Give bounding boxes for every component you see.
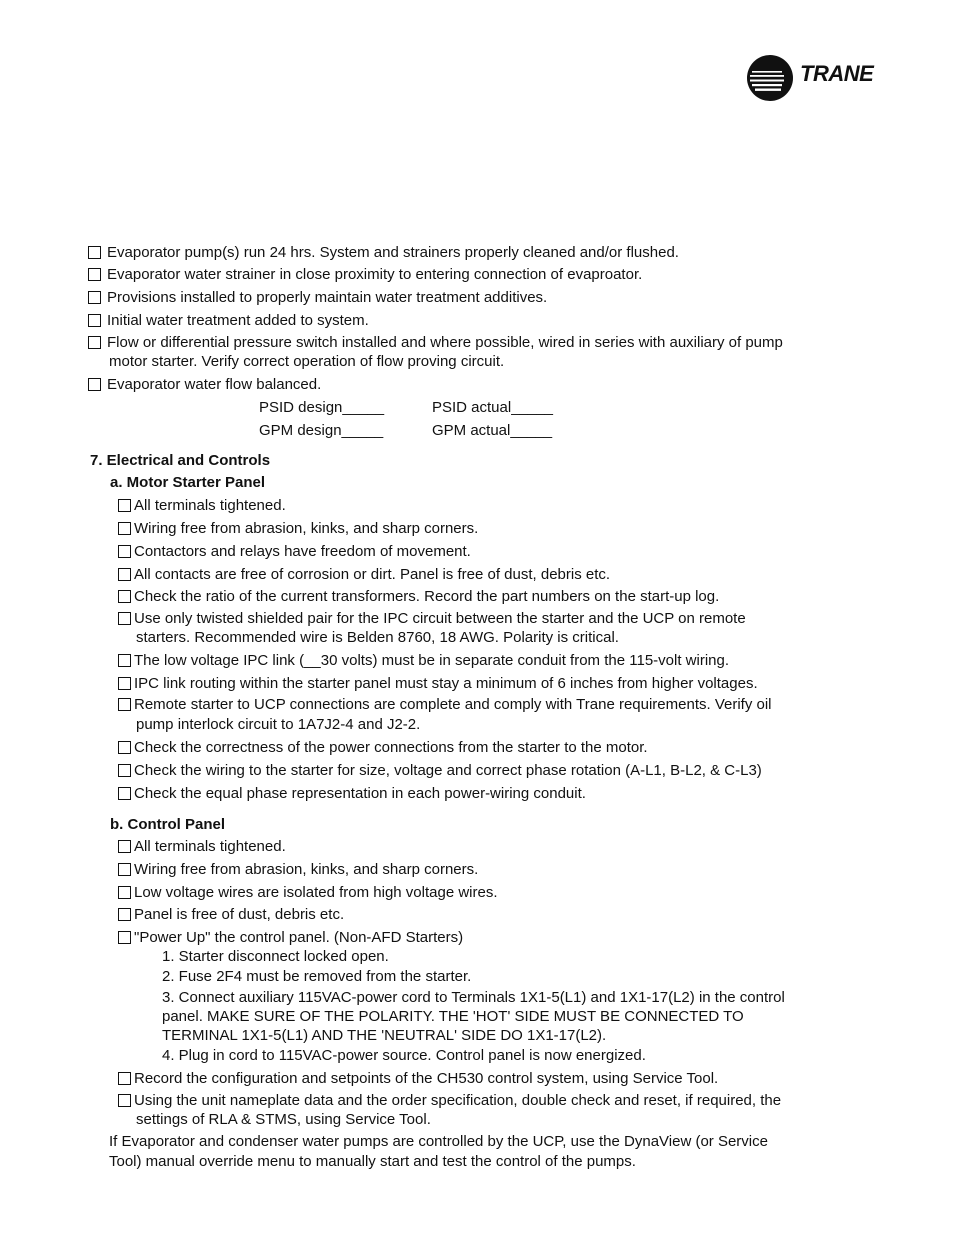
item-label: Initial water treatment added to system. bbox=[107, 312, 369, 329]
list-item bbox=[88, 288, 547, 307]
item-label: Check the equal phase representation in each power-wiring conduit. bbox=[134, 785, 586, 802]
checkbox[interactable] bbox=[118, 568, 131, 581]
item-label: Evaporator water flow balanced. bbox=[107, 376, 322, 393]
checkbox[interactable] bbox=[118, 931, 131, 944]
list-item bbox=[118, 519, 478, 538]
checkbox[interactable] bbox=[118, 886, 131, 899]
checkbox[interactable] bbox=[118, 1072, 131, 1085]
list-item bbox=[118, 860, 478, 879]
item-label: Provisions installed to properly maintain water treatment additives. bbox=[107, 289, 548, 306]
checkbox[interactable] bbox=[118, 522, 131, 535]
checkbox[interactable] bbox=[118, 545, 131, 558]
item-label: Record the configuration and setpoints of the CH530 control system, using Service Tool. bbox=[134, 1070, 719, 1087]
note-text: Tool) manual override menu to manually start and test the control of the pumps. bbox=[109, 1153, 636, 1170]
psid-design-field[interactable]: PSID design_____ bbox=[259, 399, 385, 416]
item-label: Flow or differential pressure switch installed and where possible, wired in series with auxiliary of pump bbox=[107, 334, 783, 351]
checkbox[interactable] bbox=[118, 863, 131, 876]
list-item bbox=[118, 1091, 781, 1110]
item-label: Panel is free of dust, debris etc. bbox=[134, 906, 345, 923]
checkbox[interactable] bbox=[118, 590, 131, 603]
list-item bbox=[118, 738, 648, 757]
checkbox[interactable] bbox=[88, 378, 101, 391]
power-up-step: 2. Fuse 2F4 must be removed from the starter. bbox=[162, 968, 472, 985]
psid-actual-field[interactable]: PSID actual_____ bbox=[432, 399, 553, 416]
checkbox[interactable] bbox=[118, 612, 131, 625]
item-label: Evaporator water strainer in close proximity to entering connection of evaproator. bbox=[107, 266, 643, 283]
checkbox[interactable] bbox=[88, 314, 101, 327]
item-label-continued: starters. Recommended wire is Belden 8760, 18 AWG. Polarity is critical. bbox=[136, 629, 619, 646]
power-up-step: 1. Starter disconnect locked open. bbox=[162, 948, 389, 965]
list-item bbox=[118, 761, 762, 780]
item-label: "Power Up" the control panel. (Non-AFD Starters) bbox=[134, 929, 464, 946]
trane-globe-icon bbox=[746, 54, 794, 102]
list-item bbox=[118, 1069, 718, 1088]
checkbox[interactable] bbox=[118, 499, 131, 512]
checkbox[interactable] bbox=[118, 677, 131, 690]
checkbox[interactable] bbox=[118, 764, 131, 777]
list-item bbox=[88, 243, 679, 262]
list-item bbox=[118, 674, 758, 693]
checkbox[interactable] bbox=[118, 698, 131, 711]
checkbox[interactable] bbox=[118, 787, 131, 800]
section-title: 7. Electrical and Controls bbox=[90, 452, 271, 469]
checkbox[interactable] bbox=[118, 1094, 131, 1107]
list-item bbox=[118, 837, 286, 856]
list-item bbox=[88, 265, 642, 284]
list-item bbox=[118, 883, 498, 902]
power-up-step: 3. Connect auxiliary 115VAC-power cord to Terminals 1X1-5(L1) and 1X1-17(L2) in the control bbox=[162, 989, 785, 1006]
list-item bbox=[118, 587, 719, 606]
item-label: Low voltage wires are isolated from high voltage wires. bbox=[134, 884, 498, 901]
item-label: Wiring free from abrasion, kinks, and sharp corners. bbox=[134, 861, 479, 878]
item-label: Wiring free from abrasion, kinks, and sharp corners. bbox=[134, 520, 479, 537]
list-item bbox=[118, 542, 471, 561]
list-item bbox=[118, 496, 286, 515]
checkbox[interactable] bbox=[118, 908, 131, 921]
list-item bbox=[88, 375, 321, 394]
item-label-continued: pump interlock circuit to 1A7J2-4 and J2-2. bbox=[136, 716, 421, 733]
gpm-actual-field[interactable]: GPM actual_____ bbox=[432, 422, 553, 439]
item-label: All terminals tightened. bbox=[134, 838, 286, 855]
list-item bbox=[118, 928, 463, 947]
item-label: The low voltage IPC link (__30 volts) must be in separate conduit from the 115-volt wiring. bbox=[134, 652, 730, 669]
power-up-step: TERMINAL 1X1-5(L1) AND THE 'NEUTRAL' SIDE DO 1X1-17(L2). bbox=[162, 1027, 607, 1044]
item-label: Remote starter to UCP connections are complete and comply with Trane requirements. Verify oil bbox=[134, 696, 772, 713]
item-label: Check the correctness of the power connections from the starter to the motor. bbox=[134, 739, 648, 756]
checkbox[interactable] bbox=[88, 336, 101, 349]
list-item bbox=[118, 651, 729, 670]
checkbox[interactable] bbox=[88, 246, 101, 259]
item-label: All contacts are free of corrosion or dirt. Panel is free of dust, debris etc. bbox=[134, 566, 611, 583]
note-text: If Evaporator and condenser water pumps are controlled by the UCP, use the DynaView (or Service bbox=[109, 1133, 768, 1150]
power-up-step: 4. Plug in cord to 115VAC-power source. Control panel is now energized. bbox=[162, 1047, 646, 1064]
item-label: Using the unit nameplate data and the order specification, double check and reset, if required, the bbox=[134, 1092, 782, 1109]
item-label-continued: motor starter. Verify correct operation of flow proving circuit. bbox=[109, 353, 505, 370]
checkbox[interactable] bbox=[118, 654, 131, 667]
checkbox[interactable] bbox=[88, 268, 101, 281]
item-label: Check the wiring to the starter for size, voltage and correct phase rotation (A-L1, B-L2, & C-L3) bbox=[134, 762, 762, 779]
item-label: Use only twisted shielded pair for the IPC circuit between the starter and the UCP on remote bbox=[134, 610, 746, 627]
trane-logo bbox=[746, 54, 896, 104]
item-label: IPC link routing within the starter panel must stay a minimum of 6 inches from higher voltages. bbox=[134, 675, 758, 692]
list-item bbox=[88, 311, 369, 330]
list-item bbox=[118, 784, 586, 803]
item-label: Check the ratio of the current transformers. Record the part numbers on the start-up log. bbox=[134, 588, 720, 605]
list-item bbox=[118, 609, 746, 628]
checkbox[interactable] bbox=[118, 840, 131, 853]
list-item bbox=[118, 695, 772, 714]
power-up-step: panel. MAKE SURE OF THE POLARITY. THE 'HOT' SIDE MUST BE CONNECTED TO bbox=[162, 1008, 744, 1025]
item-label-continued: settings of RLA & STMS, using Service Tool. bbox=[136, 1111, 431, 1128]
brand-name: TRANE bbox=[800, 61, 874, 86]
subsection-title-control-panel: b. Control Panel bbox=[110, 816, 226, 833]
list-item bbox=[118, 905, 344, 924]
checkbox[interactable] bbox=[118, 741, 131, 754]
item-label: Contactors and relays have freedom of movement. bbox=[134, 543, 471, 560]
checkbox[interactable] bbox=[88, 291, 101, 304]
item-label: Evaporator pump(s) run 24 hrs. System and strainers properly cleaned and/or flushed. bbox=[107, 244, 679, 261]
list-item bbox=[118, 565, 610, 584]
gpm-design-field[interactable]: GPM design_____ bbox=[259, 422, 384, 439]
list-item bbox=[88, 333, 783, 352]
item-label: All terminals tightened. bbox=[134, 497, 286, 514]
subsection-title-motor-starter: a. Motor Starter Panel bbox=[110, 474, 266, 491]
